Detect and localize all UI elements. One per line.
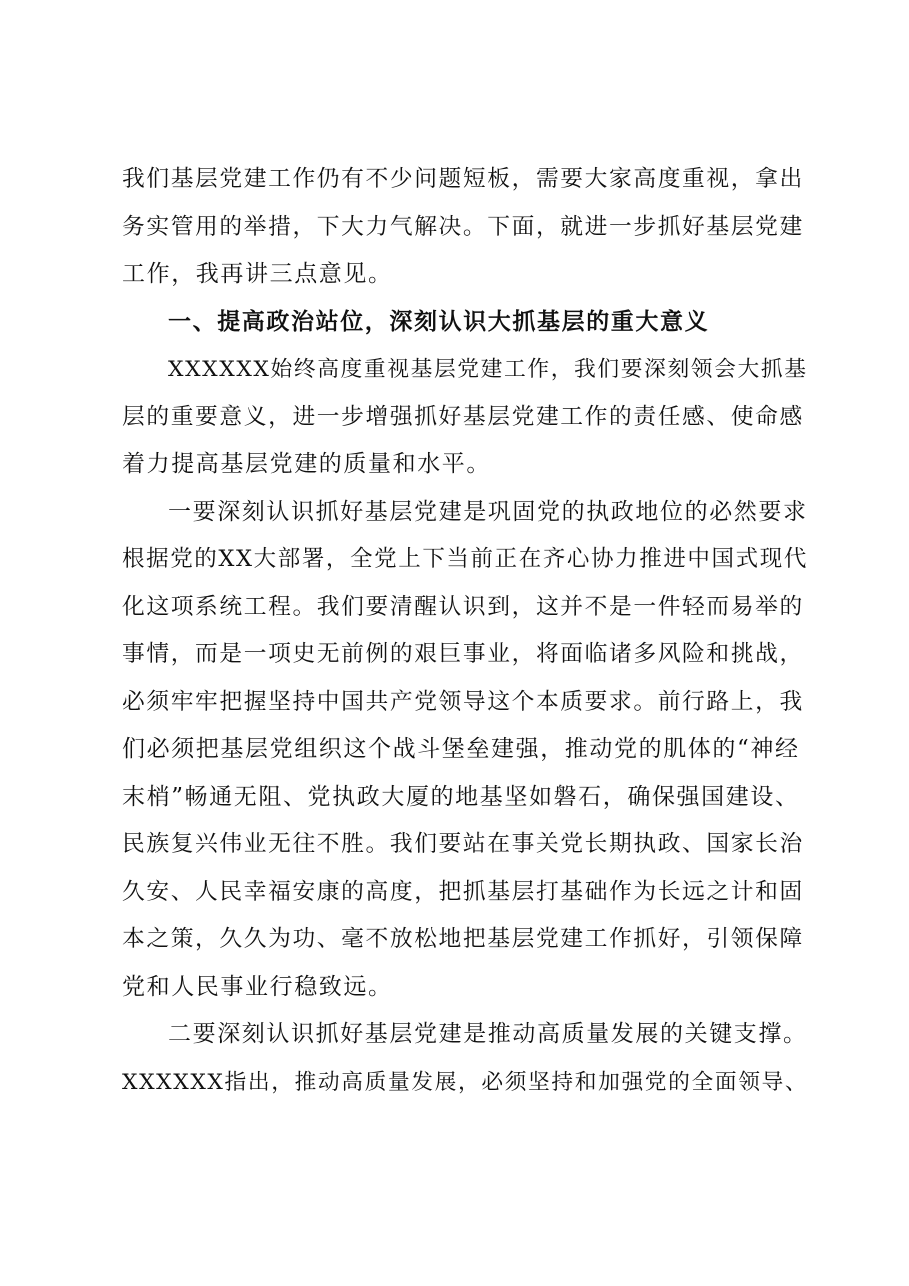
body-line: 着力提高基层党建的质量和水平。 <box>122 451 491 477</box>
paragraph-first-line: XXXXXX始终高度重视基层党建工作，我们要深刻领会大抓基 <box>168 357 808 382</box>
body-line: 我们基层党建工作仍有不少问题短板，需要大家高度重视，拿出 <box>122 166 804 192</box>
body-line: 根据党的XX大部署，全党上下当前正在齐心协力推进中国式现代 <box>122 546 808 572</box>
body-line: 务实管用的举措，下大力气解决。下面，就进一步抓好基层党建 <box>122 213 804 240</box>
body-line: 末梢”畅通无阻、党执政大厦的地基坚如磐石，确保强国建设、 <box>122 783 800 810</box>
body-line: 化这项系统工程。我们要清醒认识到，这并不是一件轻而易举的 <box>122 593 804 620</box>
document-body <box>122 156 808 1106</box>
body-line: 工作，我再讲三点意见。 <box>122 261 393 287</box>
body-line: 必须牢牢把握坚持中国共产党领导这个本质要求。前行路上，我 <box>122 688 804 715</box>
paragraph-first-line: 二要深刻认识抓好基层党建是推动高质量发展的关键支撑。 <box>168 1021 808 1047</box>
body-line: 层的重要意义，进一步增强抓好基层党建工作的责任感、使命感 <box>122 403 804 430</box>
body-line: 久安、人民幸福安康的高度，把抓基层打基础作为长远之计和固 <box>122 878 804 905</box>
body-line: 党和人民事业行稳致远。 <box>122 973 393 1000</box>
body-line: 本之策，久久为功、毫不放松地把基层党建工作抓好，引领保障 <box>122 926 804 952</box>
body-line: 事情，而是一项史无前例的艰巨事业，将面临诸多风险和挑战， <box>122 641 804 667</box>
body-line: XXXXXX指出，推动高质量发展，必须坚持和加强党的全面领导、 <box>122 1069 809 1095</box>
body-line: 民族复兴伟业无往不胜。我们要站在事关党长期执政、国家长治 <box>122 831 804 857</box>
body-line: 们必须把基层党组织这个战斗堡垒建强，推动党的肌体的“神经 <box>122 736 800 762</box>
paragraph-first-line: 一要深刻认识抓好基层党建是巩固党的执政地位的必然要求 <box>168 498 808 525</box>
section-heading: 一、提高政治站位，深刻认识大抓基层的重大意义 <box>168 308 710 335</box>
